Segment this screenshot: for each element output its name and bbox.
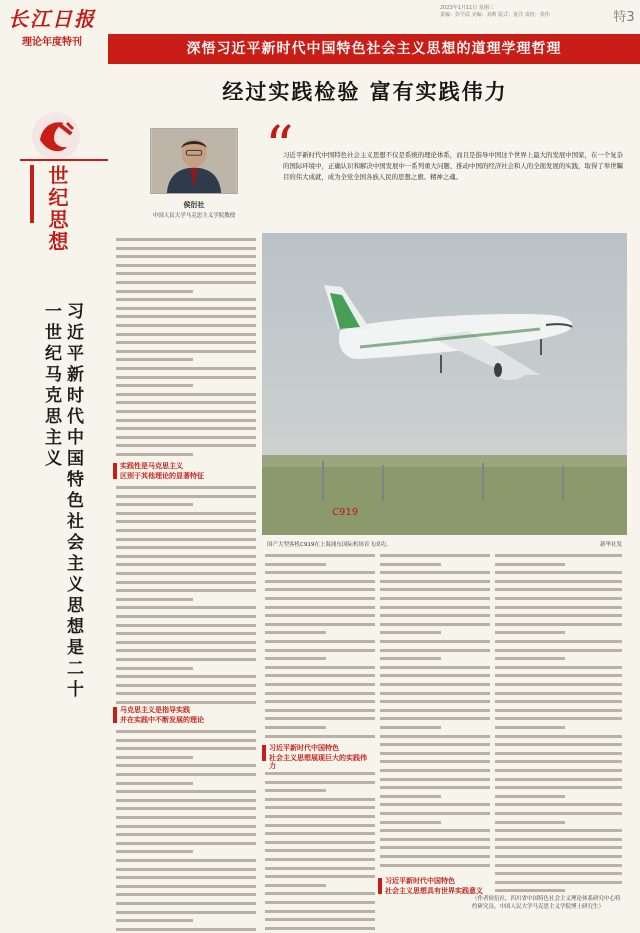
- text-line: [116, 503, 193, 506]
- text-line: [495, 760, 622, 763]
- text-line: [116, 563, 256, 566]
- text-line: [495, 614, 622, 617]
- section-heading-line: 实践性是马克思主义: [120, 462, 183, 470]
- text-line: [116, 350, 256, 353]
- text-line: [380, 571, 490, 574]
- text-line: [495, 786, 622, 789]
- text-line: [116, 495, 256, 498]
- text-line: [265, 563, 326, 566]
- author-title: 中国人民大学马克思主义学院教授: [152, 213, 236, 219]
- column-label: 世纪思想: [45, 165, 69, 253]
- text-line: [116, 799, 256, 802]
- text-line: [116, 315, 256, 318]
- text-line: [116, 419, 256, 422]
- newspaper-name: 长江日报: [8, 7, 96, 31]
- text-line: [116, 747, 256, 750]
- text-line: [495, 743, 622, 746]
- text-line: [380, 563, 441, 566]
- text-line: [380, 640, 490, 643]
- text-line: [380, 821, 441, 824]
- text-line: [116, 773, 256, 776]
- text-line: [116, 358, 193, 361]
- text-line: [495, 872, 622, 875]
- text-line: [116, 782, 193, 785]
- text-line: [116, 816, 256, 819]
- text-line: [265, 910, 375, 913]
- text-line: [495, 692, 622, 695]
- text-line: [265, 726, 326, 729]
- text-line: [495, 881, 622, 884]
- text-line: [116, 247, 256, 250]
- text-line: [116, 529, 256, 532]
- text-line: [380, 588, 490, 591]
- text-line: [380, 829, 490, 832]
- text-line: [495, 657, 565, 660]
- text-line: [116, 341, 256, 344]
- text-line: [380, 700, 490, 703]
- text-line: [380, 606, 490, 609]
- text-line: [116, 589, 256, 592]
- text-line: [116, 807, 256, 810]
- masthead: [8, 6, 96, 64]
- text-line: [116, 902, 256, 905]
- text-line: [116, 255, 256, 258]
- section-heading-line: 习近平新时代中国特色: [269, 744, 339, 752]
- section-heading: [113, 462, 258, 480]
- text-line: [116, 555, 256, 558]
- text-line: [265, 666, 375, 669]
- text-line: [116, 764, 256, 767]
- text-line: [116, 701, 256, 704]
- text-line: [265, 806, 375, 809]
- photo-caption: 国产大型客机C919在上海浦东国际机场首飞成功。: [267, 542, 392, 548]
- page-meta: [440, 5, 620, 19]
- text-line: [495, 649, 622, 652]
- column-label-bar: [30, 165, 34, 223]
- text-line: [265, 649, 375, 652]
- svg-text:C919: C919: [332, 507, 359, 518]
- text-line: [380, 580, 490, 583]
- text-line: [116, 444, 256, 447]
- section-heading-line: 并在实践中不断发展的理论: [120, 716, 204, 724]
- text-line: [495, 864, 622, 867]
- text-line: [380, 692, 490, 695]
- text-line: [265, 631, 326, 634]
- text-line: [265, 640, 375, 643]
- text-line: [116, 667, 193, 670]
- text-line: [116, 911, 256, 914]
- text-line: [265, 918, 375, 921]
- text-line: [495, 683, 622, 686]
- section-heading-line: 习近平新时代中国特色: [385, 877, 455, 885]
- text-line: [495, 700, 622, 703]
- text-line: [265, 824, 375, 827]
- text-line: [380, 864, 490, 867]
- text-line: [265, 614, 375, 617]
- text-line: [116, 384, 193, 387]
- text-line: [495, 717, 622, 720]
- text-line: [116, 264, 256, 267]
- text-line: [265, 674, 375, 677]
- author-note: （作者侯衍社，四川省中国特色社会主义理论体系研究中心特约研究员，中国人民大学马克思主义学院博士研究生）: [472, 896, 621, 910]
- text-line: [116, 928, 256, 931]
- text-line: [265, 858, 375, 861]
- text-line: [380, 683, 490, 686]
- text-line: [116, 885, 256, 888]
- section-name: 理论年度特刊: [22, 37, 82, 48]
- text-line: [116, 393, 256, 396]
- text-line: [380, 674, 490, 677]
- section-heading: [378, 877, 488, 895]
- text-line: [495, 795, 565, 798]
- text-line: [265, 717, 375, 720]
- text-line: [265, 875, 375, 878]
- text-line: [380, 769, 490, 772]
- article-headline: 经过实践检验 富有实践伟力: [222, 80, 508, 104]
- text-line: [380, 631, 441, 634]
- text-line: [265, 597, 375, 600]
- text-line: [116, 833, 256, 836]
- text-line: [116, 876, 256, 879]
- text-line: [380, 726, 441, 729]
- text-line: [495, 709, 622, 712]
- text-line: [495, 606, 622, 609]
- text-line: [380, 709, 490, 712]
- text-line: [116, 401, 256, 404]
- text-line: [116, 868, 256, 871]
- text-line: [116, 893, 256, 896]
- text-line: [495, 726, 565, 729]
- text-line: [116, 842, 256, 845]
- aircraft-photo: [262, 233, 627, 535]
- text-line: [495, 571, 622, 574]
- text-line: [380, 666, 490, 669]
- text-line: [116, 436, 256, 439]
- author-photo: [150, 128, 238, 194]
- text-line: [116, 281, 256, 284]
- text-line: [380, 743, 490, 746]
- text-line: [380, 855, 490, 858]
- text-line: [495, 554, 622, 557]
- text-line: [116, 546, 256, 549]
- text-line: [265, 623, 375, 626]
- text-line: [116, 486, 256, 489]
- text-line: [495, 803, 622, 806]
- text-line: [116, 615, 256, 618]
- text-line: [265, 892, 375, 895]
- photo-caption-row: [267, 541, 622, 549]
- text-line: [116, 632, 256, 635]
- text-line: [380, 649, 490, 652]
- text-line: [265, 606, 375, 609]
- section-heading-line: 区别于其他理论的显著特征: [120, 472, 204, 480]
- text-line: [116, 649, 256, 652]
- text-line: [380, 717, 490, 720]
- text-line: [495, 640, 622, 643]
- text-line: [495, 674, 622, 677]
- issue-date: 2023年1月11日 星期三: [440, 5, 494, 11]
- text-line: [495, 563, 565, 566]
- section-heading-line: 社会主义思想展现巨大的实践伟力: [269, 754, 367, 770]
- text-line: [265, 571, 375, 574]
- text-line: [380, 760, 490, 763]
- text-line: [495, 778, 622, 781]
- text-line: [116, 238, 256, 241]
- text-line: [380, 752, 490, 755]
- text-line: [116, 367, 256, 370]
- text-line: [265, 657, 326, 660]
- text-line: [116, 730, 256, 733]
- text-line: [265, 709, 375, 712]
- text-line: [265, 798, 375, 801]
- text-line: [495, 597, 622, 600]
- text-line: [265, 832, 375, 835]
- text-line: [265, 849, 375, 852]
- text-line: [116, 427, 256, 430]
- column-title: 习近平新时代中国特色社会主义思想是二十一世纪马克思主义: [41, 302, 83, 701]
- text-line: [495, 769, 622, 772]
- banner-title: 深悟习近平新时代中国特色社会主义思想的道理学理哲理: [186, 41, 562, 57]
- text-line: [380, 812, 490, 815]
- text-line: [116, 333, 256, 336]
- text-line: [495, 735, 622, 738]
- text-line: [380, 786, 490, 789]
- text-line: [116, 453, 193, 456]
- text-line: [116, 520, 256, 523]
- text-line: [116, 641, 256, 644]
- text-line: [380, 623, 490, 626]
- text-line: [116, 658, 256, 661]
- text-line: [265, 841, 375, 844]
- text-line: [495, 588, 622, 591]
- text-line: [495, 889, 565, 892]
- text-line: [265, 815, 375, 818]
- text-line: [265, 700, 375, 703]
- text-line: [380, 778, 490, 781]
- text-line: [380, 597, 490, 600]
- text-line: [495, 812, 622, 815]
- text-line: [116, 606, 256, 609]
- text-line: [116, 581, 256, 584]
- text-line: [116, 919, 193, 922]
- text-line: [265, 789, 326, 792]
- text-line: [116, 512, 256, 515]
- editor-credits: 责编：彭学武 美编：刘莉 版式：夏洋 责校：张伟: [440, 12, 550, 18]
- text-line: [495, 855, 622, 858]
- text-line: [116, 739, 256, 742]
- article-intro: 习近平新时代中国特色社会主义思想不仅是系统的理论体系，而且是指导中国这个世界上最大的发展中国家，在一个复杂的国际环境中，正确认识和解决中国发展中一系列重大问题、推动中国的经济社会和人的全面发展的实践，取得了举世瞩目的伟大成就，成为全党全国各族人民的思想之旗、精神之魂。: [283, 151, 623, 181]
- section-heading: [113, 706, 258, 724]
- text-line: [380, 614, 490, 617]
- text-line: [495, 846, 622, 849]
- text-line: [495, 752, 622, 755]
- section-heading-line: 社会主义思想具有世界实践意义: [385, 887, 483, 895]
- text-line: [116, 572, 256, 575]
- text-line: [380, 657, 441, 660]
- text-line: [265, 588, 375, 591]
- section-heading: [262, 744, 372, 770]
- text-line: [116, 692, 256, 695]
- text-line: [116, 376, 256, 379]
- text-line: [116, 307, 256, 310]
- text-line: [116, 410, 256, 413]
- text-line: [495, 838, 622, 841]
- text-line: [265, 927, 375, 930]
- text-line: [495, 631, 565, 634]
- text-line: [265, 901, 375, 904]
- text-line: [495, 821, 565, 824]
- text-line: [116, 324, 256, 327]
- text-line: [265, 554, 375, 557]
- text-line: [265, 884, 326, 887]
- text-line: [380, 838, 490, 841]
- text-line: [380, 846, 490, 849]
- text-line: [116, 850, 193, 853]
- text-line: [116, 598, 193, 601]
- text-line: [116, 538, 256, 541]
- author-name: 侯衍社: [183, 201, 205, 209]
- text-line: [265, 772, 375, 775]
- text-line: [265, 867, 375, 870]
- page-number: 特3: [613, 10, 635, 25]
- text-line: [116, 675, 256, 678]
- text-line: [116, 859, 256, 862]
- text-line: [116, 684, 256, 687]
- text-line: [495, 666, 622, 669]
- party-emblem-icon: [30, 110, 82, 162]
- text-line: [116, 298, 256, 301]
- text-line: [265, 735, 375, 738]
- text-line: [495, 623, 622, 626]
- text-line: [265, 692, 375, 695]
- text-line: [495, 580, 622, 583]
- photo-credit: 新华社发: [599, 542, 622, 548]
- text-line: [380, 795, 441, 798]
- text-line: [116, 756, 193, 759]
- text-line: [116, 624, 256, 627]
- text-line: [495, 829, 622, 832]
- text-line: [116, 272, 256, 275]
- text-line: [265, 781, 375, 784]
- text-line: [380, 803, 490, 806]
- text-line: [265, 683, 375, 686]
- section-heading-line: 马克思主义是指导实践: [120, 706, 190, 714]
- text-line: [116, 825, 256, 828]
- text-line: [116, 290, 193, 293]
- text-line: [380, 554, 490, 557]
- quote-mark-icon: “: [265, 115, 294, 180]
- text-line: [116, 790, 256, 793]
- text-line: [380, 735, 490, 738]
- text-line: [265, 580, 375, 583]
